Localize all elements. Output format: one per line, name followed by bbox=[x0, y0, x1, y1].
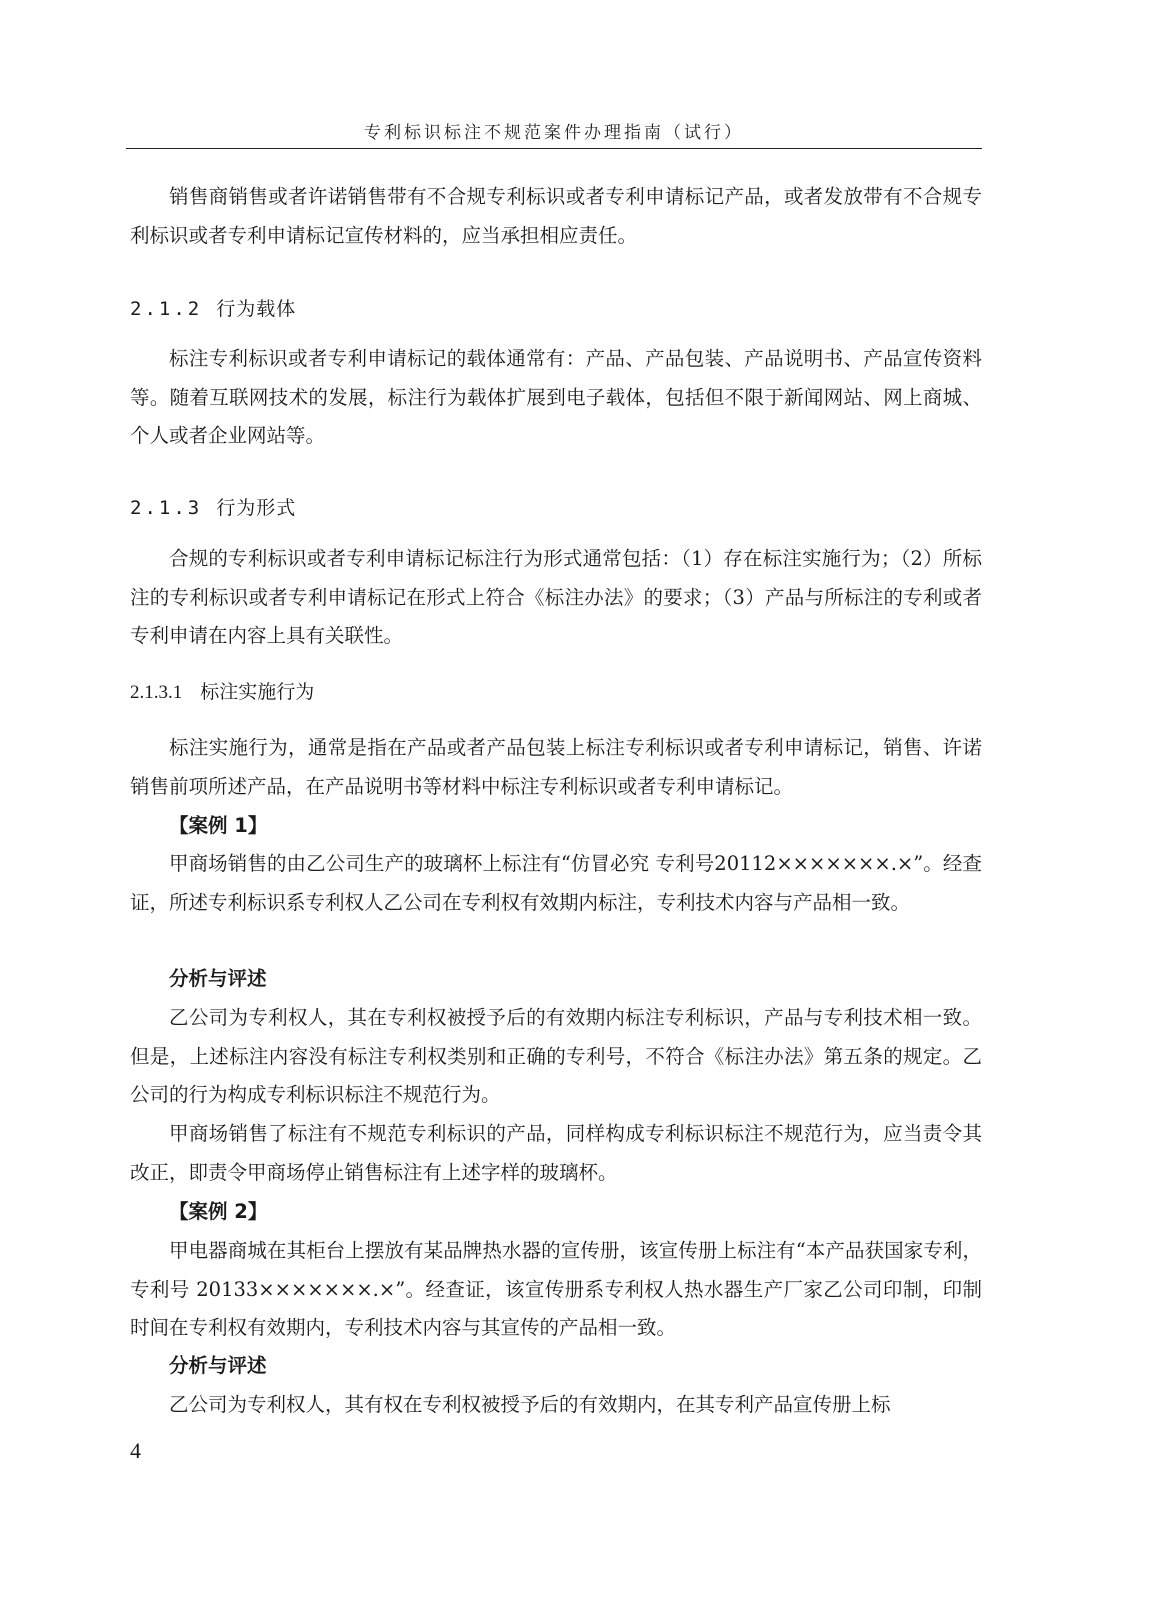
section-heading-2-1-3 bbox=[130, 493, 982, 523]
paragraph-seller-liability: 销售商销售或者许诺销售带有不合规专利标识或者专利申请标记产品，或者发放带有不合规专利标识或者专利申请标记宣传材料的，应当承担相应责任。 bbox=[130, 185, 982, 247]
section-number: 2.1.2 bbox=[130, 298, 203, 320]
paragraph-case-1: 甲商场销售的由乙公司生产的玻璃杯上标注有“仿冒必究 专利号20112×××××××.×”。经查证，所述专利标识系专利权人乙公司在专利权有效期内标注，专利技术内容与产品相一致。 bbox=[130, 852, 982, 914]
section-heading-2-1-2 bbox=[130, 294, 982, 324]
analysis-2-label: 分析与评述 bbox=[169, 1354, 267, 1377]
paragraph-analysis-2: 乙公司为专利权人，其有权在专利权被授予后的有效期内，在其专利产品宣传册上标 bbox=[169, 1393, 891, 1416]
section-heading-2-1-3-1 bbox=[130, 677, 982, 708]
header-rule bbox=[126, 148, 982, 149]
analysis-1-label: 分析与评述 bbox=[169, 967, 267, 990]
page-number: 4 bbox=[130, 1438, 141, 1463]
section-number: 2.1.3 bbox=[130, 497, 203, 519]
section-title: 行为载体 bbox=[216, 298, 297, 320]
running-header: 专利标识标注不规范案件办理指南（试行） bbox=[364, 123, 744, 143]
section-number: 2.1.3.1 bbox=[130, 682, 183, 703]
section-title: 行为形式 bbox=[216, 497, 297, 519]
section-title: 标注实施行为 bbox=[200, 681, 315, 703]
paragraph-analysis-1b: 甲商场销售了标注有不规范专利标识的产品，同样构成专利标识标注不规范行为，应当责令其改正，即责令甲商场停止销售标注有上述字样的玻璃杯。 bbox=[130, 1122, 982, 1184]
paragraph-marking-act-definition: 标注实施行为，通常是指在产品或者产品包装上标注专利标识或者专利申请标记，销售、许诺销售前项所述产品，在产品说明书等材料中标注专利标识或者专利申请标记。 bbox=[130, 736, 982, 798]
paragraph-marking-carriers: 标注专利标识或者专利申请标记的载体通常有：产品、产品包装、产品说明书、产品宣传资料等。随着互联网技术的发展，标注行为载体扩展到电子载体，包括但不限于新闻网站、网上商城、个人或者企业网站等。 bbox=[130, 347, 982, 447]
paragraph-analysis-1a: 乙公司为专利权人，其在专利权被授予后的有效期内标注专利标识，产品与专利技术相一致。但是，上述标注内容没有标注专利权类别和正确的专利号，不符合《标注办法》第五条的规定。乙公司的行为构成专利标识标注不规范行为。 bbox=[130, 1006, 982, 1106]
paragraph-marking-forms: 合规的专利标识或者专利申请标记标注行为形式通常包括：（1）存在标注实施行为；（2）所标注的专利标识或者专利申请标记在形式上符合《标注办法》的要求；（3）产品与所标注的专利或者专利申请在内容上具有关联性。 bbox=[130, 547, 982, 647]
case-1-label: 【案例 1】 bbox=[169, 814, 268, 837]
case-2-label: 【案例 2】 bbox=[169, 1200, 268, 1223]
paragraph-case-2: 甲电器商城在其柜台上摆放有某品牌热水器的宣传册，该宣传册上标注有“本产品获国家专利，专利号 20133×××××××.×”。经查证，该宣传册系专利权人热水器生产厂家乙公司印制，印制时间在专利权有效期内，专利技术内容与其宣传的产品相一致。 bbox=[130, 1239, 982, 1339]
